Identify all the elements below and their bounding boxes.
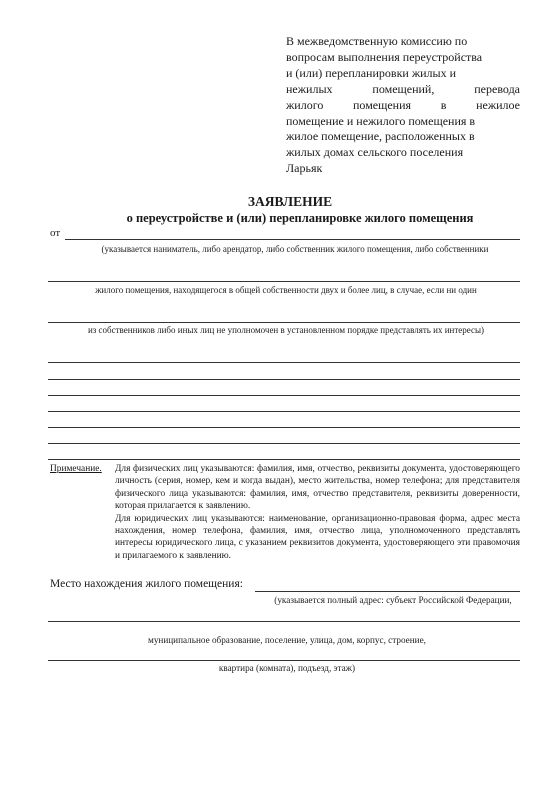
addressee-line: и (или) перепланировки жилых и — [286, 65, 457, 80]
document-title: ЗАЯВЛЕНИЕ — [247, 194, 333, 209]
addressee-line: вопросам выполнения переустройства — [286, 49, 483, 64]
document-subtitle: о переустройстве и (или) перепланировке жилого помещения — [126, 211, 474, 225]
blank-line[interactable] — [48, 379, 520, 380]
location-field[interactable] — [255, 591, 520, 592]
blank-line[interactable] — [48, 427, 520, 428]
addressee-line: нежилых помещений, перевода — [286, 81, 520, 96]
note-title: Примечание. — [50, 464, 102, 474]
location-hint-3: квартира (комната), подъезд, этаж) — [218, 663, 356, 673]
addressee-line: жилое помещение, расположенных в — [286, 129, 475, 144]
note-body — [115, 463, 520, 562]
note-legal-entities: Для юридических лиц указываются: наименование, организационно-правовая форма, адрес места нахождения, номер телефона, фамилия, имя, отчество лица, уполномоченного представлять интересы юридического лица, с указанием реквизитов документа, удостоверяющего эти правомочия и прилагаемого к заявлению. — [115, 513, 520, 561]
applicant-name-field[interactable] — [65, 239, 520, 240]
location-hint-2: муниципальное образование, поселение, улица, дом, корпус, строение, — [148, 635, 426, 645]
blank-line[interactable] — [48, 411, 520, 412]
blank-line[interactable] — [48, 459, 520, 460]
location-label: Место нахождения жилого помещения: — [50, 578, 243, 590]
location-line-2[interactable] — [48, 621, 520, 622]
applicant-line-3[interactable] — [48, 322, 520, 323]
applicant-line-2[interactable] — [48, 281, 520, 282]
note-individuals: Для физических лиц указываются: фамилия, имя, отчество, реквизиты документа, удостоверяющего личность (серия, номер, кем и когда выдан), место жительства, номер телефона; для представителя физического лица указываются: фамилия, имя, отчество представителя, реквизиты доверенности, которая прилагается к заявлению. — [115, 464, 520, 512]
addressee-line: Ларьяк — [286, 161, 323, 176]
addressee-line: жилых домах сельского поселения — [286, 145, 464, 160]
applicant-hint-3: из собственников либо иных лиц не уполномочен в установленном порядке представлять их интересы) — [87, 325, 485, 335]
from-label: от — [50, 227, 61, 239]
blank-line[interactable] — [48, 362, 520, 363]
applicant-hint-2: жилого помещения, находящегося в общей собственности двух и более лиц, в случае, если ни один — [95, 285, 477, 295]
location-hint-1: (указывается полный адрес: субъект Российской Федерации, — [274, 595, 512, 605]
blank-line[interactable] — [48, 395, 520, 396]
addressee-line: помещение и нежилого помещения в — [286, 113, 476, 128]
addressee-line: жилого помещения в нежилое — [286, 97, 520, 112]
blank-line[interactable] — [48, 443, 520, 444]
location-line-3[interactable] — [48, 660, 520, 661]
applicant-hint-1: (указывается наниматель, либо арендатор, либо собственник жилого помещения, либо собственники — [101, 244, 489, 254]
addressee-line: В межведомственную комиссию по — [286, 34, 468, 48]
addressee-block — [286, 34, 520, 177]
